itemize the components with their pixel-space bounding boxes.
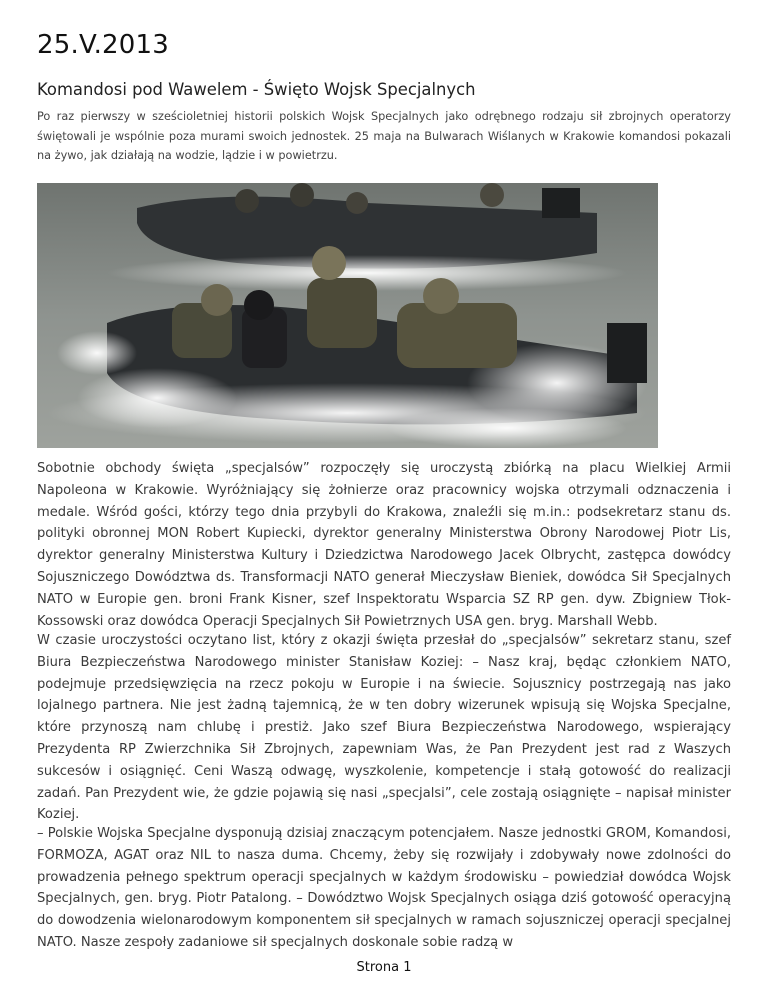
date-heading: 25.V.2013 <box>37 30 170 60</box>
article-title: Komandosi pod Wawelem - Święto Wojsk Specjalnych <box>37 80 476 99</box>
paragraph-2: W czasie uroczystości oczytano list, który z okazji święta przesłał do „specjalsów” sekretarz stanu, szef Biura Bezpieczeństwa Narodowego minister Stanisław Koziej: – Nasz kraj, będąc członkiem NATO, podejmuje przedsięwzięcia na rzecz pokoju w Europie i na świecie. Sojusznicy postrzegają nas jako lojalnego partnera. Nie jest żadną tajemnicą, że w ten dobry wizerunek wpisują się Wojska Specjalne, które przynoszą nam chlubę i prestiż. Jako szef Biura Bezpieczeństwa Narodowego, wspierający Prezydenta RP Zwierzchnika Sił Zbrojnych, zapewniam Was, że Pan Prezydent jest rad z Waszych sukcesów i osiągnięć. Ceni Waszą odwagę, wyszkolenie, kompetencje i stałą gotowość do realizacji zadań. Pan Prezydent wie, że gdzie pojawią się nasi „specjalsi”, cele zostają osiągnięte – napisał minister Koziej. <box>37 633 731 823</box>
article-photo <box>37 183 658 448</box>
paragraph-1: Sobotnie obchody święta „specjalsów” rozpoczęły się uroczystą zbiórką na placu Wielkiej Armii Napoleona w Krakowie. Wyróżniający się żołnierze oraz pracownicy wojska otrzymali odznaczenia i medale. Wśród gości, którzy tego dnia przybyli do Krakowa, znaleźli się m.in.: podsekretarz stanu ds. polityki obronnej MON Robert Kupiecki, dyrektor generalny Ministerstwa Obrony Narodowej Piotr Lis, dyrektor generalny Ministerstwa Kultury i Dziedzictwa Narodowego Jacek Olbrycht, zastępca dowódcy Sojuszniczego Dowództwa ds. Transformacji NATO generał Mieczysław Bieniek, dowódca Sił Specjalnych NATO w Europie gen. broni Frank Kisner, szef Inspektoratu Wsparcia SZ RP gen. dyw. Zbigniew Tłok-Kossowski oraz dowódca Operacji Specjalnych Sił Powietrznych USA gen. bryg. Marshall Webb. <box>37 461 731 629</box>
paragraph-3: – Polskie Wojska Specjalne dysponują dzisiaj znaczącym potencjałem. Nasze jednostki GROM, Komandosi, FORMOZA, AGAT oraz NIL to nasza duma. Chcemy, żeby się rozwijały i zdobywały nowe zdolności do prowadzenia pełnego spektrum operacji specjalnych w każdym środowisku – powiedział dowódca Wojsk Specjalnych, gen. bryg. Piotr Patalong. – Dowództwo Wojsk Specjalnych osiąga dziś gotowość operacyjną do dowodzenia wielonarodowym komponentem sił specjalnych w ramach sojuszniczej operacji specjalnej NATO. Nasze zespoły zadaniowe sił specjalnych doskonale sobie radzą w <box>37 826 731 950</box>
page-footer: Strona 1 <box>356 960 412 975</box>
lead-paragraph: Po raz pierwszy w sześcioletniej historii polskich Wojsk Specjalnych jako odrębnego rodzaju sił zbrojnych operatorzy świętowali je wspólnie poza murami swoich jednostek. 25 maja na Bulwarach Wiślanych w Krakowie komandosi pokazali na żywo, jak działają na wodzie, lądzie i w powietrzu. <box>37 110 731 162</box>
